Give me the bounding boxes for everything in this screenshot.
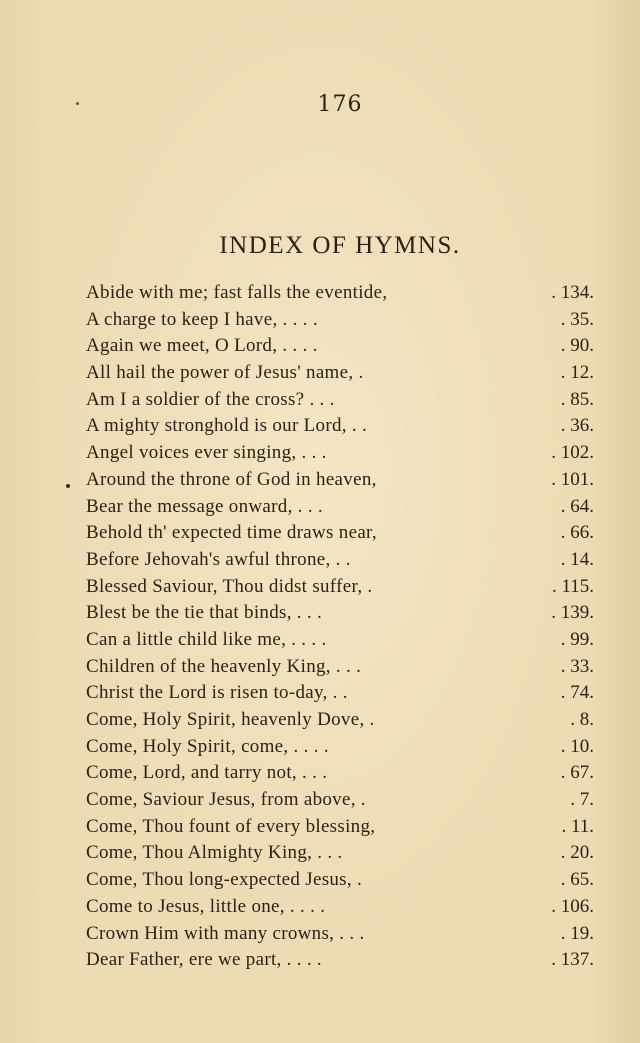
hymn-page-number: . 102.: [551, 442, 594, 464]
index-entry: [86, 947, 594, 974]
index-entry: [86, 280, 594, 307]
hymn-page-number: . 35.: [560, 308, 594, 330]
hymn-title: A mighty stronghold is our Lord, . .: [86, 415, 368, 437]
hymn-title: Can a little child like me, . . . .: [86, 628, 327, 650]
index-entry: [86, 360, 594, 387]
hymn-page-number: . 139.: [551, 602, 594, 624]
index-entry: [86, 627, 594, 654]
hymn-title: Before Jehovah's awful throne, . .: [86, 548, 351, 570]
hymn-title: Come, Lord, and tarry not, . . .: [86, 762, 328, 784]
hymn-page-number: . 33.: [560, 655, 594, 677]
index-entry: [86, 494, 594, 521]
hymn-page-number: . 7.: [570, 789, 594, 811]
hymn-page-number: . 64.: [560, 495, 594, 517]
hymn-page-number: . 67.: [560, 762, 594, 784]
hymn-title: Christ the Lord is risen to-day, . .: [86, 682, 348, 704]
index-entry: [86, 894, 594, 921]
index-entry: [86, 600, 594, 627]
hymn-title: Come, Thou fount of every blessing,: [86, 815, 376, 837]
hymn-title: Blest be the tie that binds, . . .: [86, 602, 323, 624]
hymn-page-number: . 20.: [560, 842, 594, 864]
hymn-page-number: . 101.: [551, 468, 594, 490]
hymn-title: Come, Thou long-expected Jesus, .: [86, 869, 363, 891]
hymn-index-list: [86, 280, 594, 974]
hymn-title: Come to Jesus, little one, . . . .: [86, 895, 326, 917]
page-title: INDEX OF HYMNS.: [219, 232, 461, 259]
hymn-title: Bear the message onward, . . .: [86, 495, 323, 517]
hymn-title: Am I a soldier of the cross? . . .: [86, 388, 335, 410]
hymn-page-number: . 134.: [551, 282, 594, 303]
page-number: 176: [317, 92, 363, 117]
hymn-title: Crown Him with many crowns, . . .: [86, 922, 365, 944]
hymn-title: Children of the heavenly King, . . .: [86, 655, 362, 677]
hymn-page-number: . 74.: [560, 682, 594, 704]
index-entry: [86, 440, 594, 467]
hymn-title: Come, Saviour Jesus, from above, .: [86, 789, 366, 811]
hymn-page-number: . 137.: [551, 949, 594, 971]
index-entry: [86, 787, 594, 814]
hymn-title: Behold th' expected time draws near,: [86, 522, 377, 544]
hymn-title: Blessed Saviour, Thou didst suffer, .: [86, 575, 373, 597]
index-entry: [86, 867, 594, 894]
hymn-page-number: . 14.: [560, 548, 594, 570]
index-entry: [86, 707, 594, 734]
index-entry: [86, 307, 594, 334]
hymn-title: Around the throne of God in heaven,: [86, 468, 377, 490]
index-entry: [86, 333, 594, 360]
index-entry: [86, 467, 594, 494]
hymn-page-number: . 12.: [560, 362, 594, 384]
hymn-page-number: . 90.: [560, 335, 594, 357]
index-entry: [86, 654, 594, 681]
hymn-page-number: . 8.: [570, 709, 594, 730]
index-entry: [86, 734, 594, 761]
hymn-page-number: . 19.: [560, 922, 594, 944]
hymn-page-number: . 106.: [551, 895, 594, 917]
hymn-title: Again we meet, O Lord, . . . .: [86, 335, 318, 357]
hymn-title: Abide with me; fast falls the eventide,: [86, 282, 388, 303]
hymn-title: Come, Thou Almighty King, . . .: [86, 842, 343, 864]
hymn-page-number: . 99.: [560, 628, 594, 650]
hymn-title: All hail the power of Jesus' name, .: [86, 362, 364, 384]
hymn-title: Angel voices ever singing, . . .: [86, 442, 327, 464]
margin-mark: [66, 484, 70, 488]
index-entry: [86, 680, 594, 707]
hymn-title: Come, Holy Spirit, come, . . . .: [86, 735, 329, 757]
hymn-page-number: . 85.: [560, 388, 594, 410]
hymn-title: A charge to keep I have, . . . .: [86, 308, 318, 330]
index-entry: [86, 921, 594, 948]
hymn-page-number: . 65.: [560, 869, 594, 891]
index-entry: [86, 814, 594, 841]
hymn-page-number: . 66.: [560, 522, 594, 544]
hymn-page-number: . 11.: [561, 815, 594, 837]
index-entry: [86, 760, 594, 787]
hymn-title: Dear Father, ere we part, . . . .: [86, 949, 322, 971]
index-entry: [86, 413, 594, 440]
index-entry: [86, 520, 594, 547]
index-entry: [86, 547, 594, 574]
index-entry: [86, 387, 594, 414]
hymn-page-number: . 36.: [560, 415, 594, 437]
index-entry: [86, 840, 594, 867]
hymn-page-number: . 115.: [551, 575, 594, 597]
hymn-title: Come, Holy Spirit, heavenly Dove, .: [86, 709, 375, 730]
index-entry: [86, 574, 594, 601]
hymn-page-number: . 10.: [560, 735, 594, 757]
